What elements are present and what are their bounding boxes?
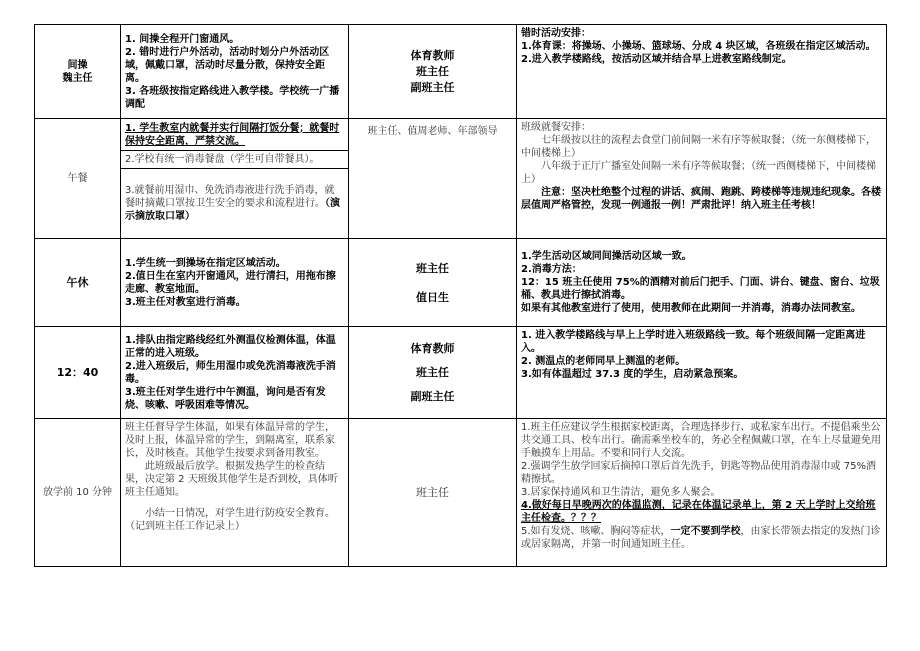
row-1240: [35, 327, 887, 419]
note-item-temperature: 4.做好每日早晚两次的体温监测，记录在体温记录单上，第 2 天上学时上交给班主任检查。？？？: [521, 500, 876, 524]
lunch-measure-3-demo: （演示摘放取口罩）: [125, 198, 340, 222]
row-exercise: [35, 25, 887, 119]
note-item: 1.学生活动区域同间操活动区域一致。: [521, 251, 692, 262]
row-exercise-measures: [121, 25, 349, 119]
row-noon-rest: [35, 239, 887, 327]
note-item: 3.如有体温超过 37.3 度的学生，启动紧急预案。: [521, 369, 744, 380]
row-1240-staff: [349, 327, 517, 419]
row-exercise-label: 间操 魏主任: [35, 25, 121, 119]
note-item: 1. 进入教学楼路线与早上上学时进入班级路线一致。每个班级间隔一定距离进入。: [521, 330, 866, 354]
staff-item: 体育教师: [410, 341, 455, 355]
note-item: 如果有其他教室进行了使用，使用教师在此期间一并消毒，消毒办法同教室。: [521, 303, 861, 314]
staff-spacer: [353, 275, 512, 291]
measure-spacer: [125, 499, 344, 507]
row-exercise-notes: [517, 25, 887, 119]
note-item: 2. 测温点的老师同早上测温的老师。: [521, 356, 686, 367]
measure-item: 此班级最后放学。根据发热学生的检查结果，决定第 2 天班级其他学生是否到校，具体听班主任通知。: [125, 461, 338, 498]
note-item: 1.体育课：将操场、小操场、篮球场、分成 4 块区域，各班级在指定区域活动。: [521, 41, 876, 52]
note-item: 2.进入教学楼路线，按活动区域并结合早上进教室路线制定。: [521, 54, 792, 65]
row-noon-rest-label: 午休: [35, 239, 121, 327]
lunch-notes-title: 班级就餐安排：: [521, 122, 591, 133]
measure-item: 2. 错时进行户外活动，活动时划分户外活动区域，佩戴口罩，活动时尽量分散，保持安全距离。: [125, 46, 330, 84]
row-lunch-label: 午餐: [35, 119, 121, 239]
measure-item: 小结一日情况，对学生进行防疫安全教育。（记到班主任工作记录上）: [125, 508, 335, 532]
measure-item: 1.排队由指定路线经红外测温仪检测体温，体温正常的进入班级。: [125, 334, 336, 359]
lunch-note-grade8: 八年级于正厅广播室处间隔一米有序等候取餐；（统一西侧楼梯下，中间楼梯上）: [521, 161, 876, 185]
row-lunch-a: [35, 119, 887, 151]
row-noon-rest-notes: [517, 239, 887, 327]
note-item: 2.消毒方法：: [521, 264, 582, 275]
measure-item: 班主任督导学生体温，如果有体温异常的学生，及时上报，体温异常的学生，到隔离室，联系家长，及时核查。其他学生按要求到备用教室。: [125, 422, 335, 459]
lunch-measure-1: 1. 学生教室内就餐并实行间隔打饭分餐；就餐时保持安全距离，严禁交流。: [121, 119, 349, 151]
measure-item: 3.班主任对教室进行消毒。: [125, 296, 246, 308]
lunch-measure-2: 2.学校有统一消毒餐盘（学生可自带餐具）。: [121, 151, 349, 169]
row-1240-notes: [517, 327, 887, 419]
staff-item: 副班主任: [410, 389, 455, 403]
row-dismissal-label: 放学前 10 分钟: [35, 419, 121, 567]
note-item: 错时活动安排：: [521, 28, 591, 39]
row-1240-label: 12：40: [35, 327, 121, 419]
lunch-measure-3: [121, 169, 349, 239]
note-item: 12：15 班主任使用 75%的酒精对前后门把手、门面、讲台、键盘、窗台、垃圾桶、教具进行擦拭消毒。: [521, 277, 880, 301]
note-item: 1.班主任应建议学生根据家校距离，合理选择步行、或私家车出行。不提倡乘坐公共交通工具、校车出行。确需乘坐校车的，务必全程佩戴口罩，在车上尽量避免用手触摸车上用品。不要和同行人交流。: [521, 422, 881, 459]
staff-item: 副班主任: [410, 80, 455, 94]
measure-item: 2.进入班级后，师生用湿巾或免洗消毒液洗手消毒。: [125, 360, 336, 385]
staff-item: 班主任: [416, 261, 449, 275]
schedule-sheet: [34, 24, 886, 572]
row-dismissal-notes: [517, 419, 887, 567]
staff-item: 值日生: [416, 290, 449, 304]
row-lunch-staff: 班主任、值周老师、年部领导: [349, 119, 517, 239]
note-item: 3.居家保持通风和卫生清洁，避免多人聚会。: [521, 487, 721, 498]
lunch-note-warning: 注意：坚决杜绝整个过程的讲话、疯闹、跑跳、跨楼梯等违规违纪现象。各楼层值周严格管控，发现一例通报一例！严肃批评！纳入班主任考核！: [521, 187, 881, 211]
row-dismissal-staff: 班主任: [349, 419, 517, 567]
measure-item: 1.学生统一到操场在指定区域活动。: [125, 257, 286, 269]
epidemic-schedule-table: [34, 24, 887, 567]
row-exercise-staff: [349, 25, 517, 119]
row-noon-rest-measures: [121, 239, 349, 327]
note5-part-b: 一定不要到学校: [670, 526, 741, 537]
note-item: 2.强调学生放学回家后摘掉口罩后首先洗手，钥匙等物品使用消毒湿巾或 75%酒精擦拭。: [521, 461, 876, 485]
note5-part-a: 5.如有发烧、咳嗽、胸闷等症状，: [521, 526, 671, 537]
measure-item: 3. 各班级按指定路线进入教学楼。学校统一广播调配: [125, 85, 340, 110]
measure-item: 3.班主任对学生进行中午测温，询问是否有发烧、咳嗽、呼吸困难等情况。: [125, 386, 326, 411]
row-dismissal: [35, 419, 887, 567]
note5-part-c: ，由家长带领去指定的发热门诊或居家隔离，并第一时间通知班主任。: [521, 526, 881, 550]
measure-item: 1. 间操全程开门窗通风。: [125, 33, 240, 45]
row-dismissal-measures: [121, 419, 349, 567]
staff-item: 班主任: [416, 365, 449, 379]
lunch-measure-3-text: 3.就餐前用湿巾、免洗消毒液进行洗手消毒，就餐时摘戴口罩按卫生安全的要求和流程进行。: [125, 185, 335, 209]
row-noon-rest-staff: [349, 239, 517, 327]
measure-item: 2.值日生在室内开窗通风，进行清扫，用拖布擦走廊、教室地面。: [125, 270, 336, 295]
lunch-note-grade7: 七年级按以往的流程去食堂门前间隔一米有序等候取餐；（统一东侧楼梯下，中间楼梯上）: [521, 135, 876, 159]
staff-item: 体育教师: [410, 48, 455, 62]
row-1240-measures: [121, 327, 349, 419]
note-item: [521, 525, 882, 551]
row-lunch-notes: [517, 119, 887, 239]
staff-item: 班主任: [416, 64, 449, 78]
